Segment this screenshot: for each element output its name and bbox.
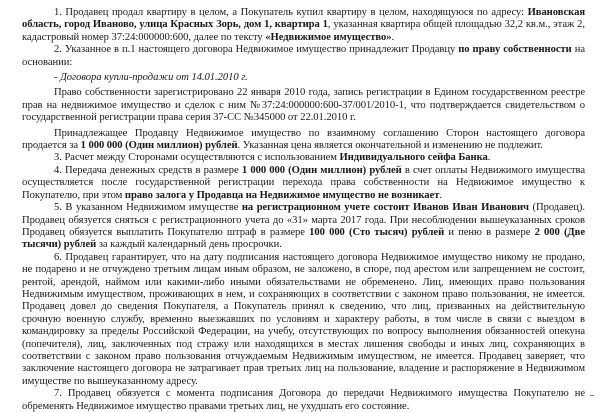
punctuation: . (487, 152, 491, 164)
clause-text: и пеню в размере (444, 226, 535, 238)
clause-text: . Указанная цена является окончательной и изменению не подлежит. (237, 140, 543, 152)
clause-text: 2. Указанное в п.1 настоящего договора Недвижимое имущество принадлежит Продавцу (54, 44, 459, 56)
registered-person: на регистрационном учете состоит Иванов Иван Иванович (241, 202, 529, 214)
clause-5 (22, 202, 585, 252)
clause-text: 5. В указанном Недвижимом имуществе (54, 202, 242, 214)
clause-text: на основании: (22, 44, 585, 68)
defined-term: «Недвижимое имущество» (265, 31, 392, 43)
page-edge-mark (590, 395, 594, 396)
clause-3 (22, 152, 585, 164)
payment-amount: 1 000 000 (Один миллион) рублей (241, 164, 402, 176)
clause-7 (22, 388, 585, 413)
clause-text: 4. Передача денежных средств в размере (54, 164, 242, 176)
clause-text: , указанная квартира общей площадью 32,2 кв.м., этаж 2, кадастровый номер 37:24:000000:600, далее по тексту (22, 19, 585, 43)
clause-2 (22, 44, 585, 69)
punctuation: . (439, 189, 442, 201)
no-pledge-clause: право залога у Продавца на Недвижимое имущество не возникает (124, 189, 440, 201)
punctuation: . (391, 31, 395, 43)
clause-text: 3. Расчет между Сторонами осуществляются с использованием (54, 152, 340, 164)
clause-text: (Продавец). Продавец обязуется сняться с регистрационного учета до «31» марта 2017 года. При несоблюдении вышеуказанных сроков Продавец обязуется выплатить Покупателю штраф в размере (22, 202, 585, 238)
clause-text: за каждый календарный день просрочки. (96, 239, 282, 251)
clause-2-registration (22, 87, 585, 124)
property-address: Ивановская область, город Иваново, улица Красных Зорь, дом 1, квартира 1 (22, 7, 585, 31)
registration-text: Право собственности зарегистрировано 22 января 2010 года, запись регистрации в Едином государственном реестре прав на недвижимое имущество и сделок с ним №37:24:000000:600-37/001/2010-1, что подтверждается свидетельством о государственной регистрации права серия 37-СС №345000 от 22.01.2010 г. (22, 87, 585, 124)
penalty-amount: 100 000 (Сто тысяч) рублей (309, 226, 445, 238)
clause-1 (22, 7, 585, 44)
basis-document: - Договора купли-продажи от 14.01.2010 г. (54, 72, 248, 84)
clause-text: 7. Продавец обязуется с момента подписания Договора до передачи Недвижимого имущества Покупателю не обременять Недвижимое имущество правами третьих лиц, не ухудшать его состояние. (22, 388, 585, 412)
ownership-right: по праву собственности (458, 44, 572, 56)
clause-text: в счет оплаты Недвижимого имущества осуществляется после государственной регистрации перехода права собственности на Недвижимое имущество к Покупателю, при этом (22, 164, 586, 201)
clause-2-price (22, 128, 585, 153)
contract-document (22, 7, 585, 413)
clause-6 (22, 252, 585, 388)
clause-4 (22, 165, 585, 202)
clause-text: 6. Продавец гарантирует, что на дату подписания настоящего договора Недвижимое имущество никому не продано, не подарено и не отчуждено третьим лицам иным образом, не заложено, в споре, под арестом или запрещением не состоит, рентой, арендой, наймом или какими-либо иными обязательствами не обременено. Лиц, имеющих право пользования Недвижимым имуществом, проживающих в нем, и сохраняющих в соответствии с законом право пользования, не имеется. Продавец довел до сведения Покупателя, а Покупатель принял к сведению, что лиц, призванных на действительную срочную военную службу, временно выезжавших по условиям и характеру работы, в том числе в связи с выездом в командировку за пределы Российской Федерации, на учебу, отсутствующих по вопросу выполнения обязанностей опекуна (попечителя), лиц, заключенных под стражу или находящихся в местах лишения свободы и иных лиц, сохраняющих в соответствии с законом право пользования отчуждаемым Недвижимым имуществом, не имеется. Продавец заверяет, что заключение настоящего договора не затрагивает прав третьих лиц на пользование, владение и распоряжение в Недвижимом имуществе по вышеуказанному адресу. (22, 251, 585, 387)
daily-fine-amount: 2 000 (Две тысячи) рублей (22, 226, 585, 251)
clause-text: 1. Продавец продал квартиру в целом, а Покупатель купил квартиру в целом, находящуюся по адресу: (54, 7, 528, 18)
price-amount: 1 000 000 (Один миллион) рублей (80, 140, 238, 152)
clause-2-basis (22, 72, 585, 84)
clause-text: Принадлежащее Продавцу Недвижимое имущество по взаимному соглашению Сторон настоящего договора продается за (22, 127, 585, 152)
bank-safe: Индивидуального сейфа Банка (339, 152, 488, 164)
